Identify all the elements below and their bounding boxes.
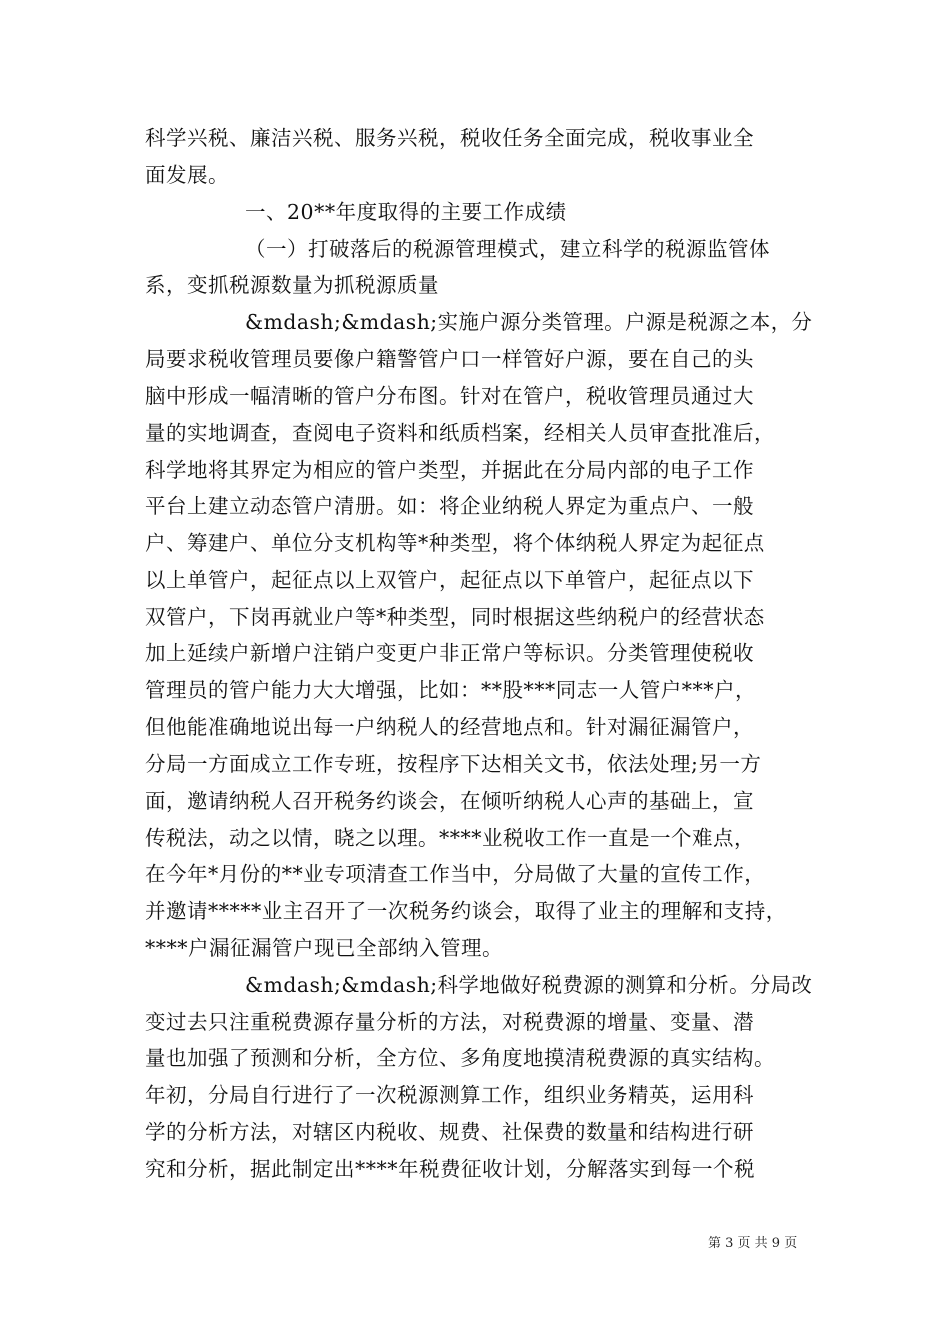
text-line: 局要求税收管理员要像户籍警管户口一样管好户源，要在自己的头 [145, 347, 754, 371]
text-line: 科学地将其界定为相应的管户类型，并据此在分局内部的电子工作 [145, 458, 754, 482]
text-line: 分局一方面成立工作专班，按程序下达相关文书，依法处理;另一方 [145, 752, 762, 776]
text-line: 年初，分局自行进行了一次税源测算工作，组织业务精英，运用科 [145, 1083, 754, 1107]
text-line: 变过去只注重税费源存量分析的方法，对税费源的增量、变量、潜 [145, 1010, 754, 1034]
text-line: 并邀请*****业主召开了一次税务约谈会，取得了业主的理解和支持， [145, 899, 787, 923]
text-line: 平台上建立动态管户清册。如：将企业纳税人界定为重点户、一般 [145, 494, 754, 518]
text-line: &mdash;&mdash;科学地做好税费源的测算和分析。分局改 [245, 973, 813, 997]
section-heading: 一、20**年度取得的主要工作成绩 [245, 200, 567, 224]
text-line: &mdash;&mdash;实施户源分类管理。户源是税源之本，分 [245, 310, 813, 334]
text-line: 加上延续户新增户注销户变更户非正常户等标识。分类管理使税收 [145, 641, 754, 665]
text-line: 面发展。 [145, 163, 229, 187]
text-line: 在今年*月份的**业专项清查工作当中，分局做了大量的宣传工作， [145, 862, 766, 886]
text-line: 传税法，动之以情，晓之以理。****业税收工作一直是一个难点， [145, 826, 755, 850]
text-line: 学的分析方法，对辖区内税收、规费、社保费的数量和结构进行研 [145, 1120, 754, 1144]
subsection-heading: 系，变抓税源数量为抓税源质量 [145, 273, 439, 297]
text-line: 量的实地调查，查阅电子资料和纸质档案，经相关人员审查批准后， [145, 421, 775, 445]
text-line: 量也加强了预测和分析，全方位、多角度地摸清税费源的真实结构。 [145, 1046, 775, 1070]
text-line: 面，邀请纳税人召开税务约谈会，在倾听纳税人心声的基础上，宣 [145, 789, 754, 813]
text-line: 户、筹建户、单位分支机构等*种类型，将个体纳税人界定为起征点 [145, 531, 765, 555]
page-number: 第 3 页 共 9 页 [708, 1236, 798, 1251]
text-line: 以上单管户，起征点以上双管户，起征点以下单管户，起征点以下 [145, 568, 754, 592]
text-line: 管理员的管户能力大大增强，比如：**股***同志一人管户***户， [145, 678, 756, 702]
text-line: 脑中形成一幅清晰的管户分布图。针对在管户，税收管理员通过大 [145, 384, 754, 408]
subsection-heading: （一）打破落后的税源管理模式，建立科学的税源监管体 [245, 237, 770, 261]
text-line: 但他能准确地说出每一户纳税人的经营地点和。针对漏征漏管户， [145, 715, 754, 739]
text-line: 究和分析，据此制定出****年税费征收计划，分解落实到每一个税 [145, 1157, 755, 1181]
text-line: 科学兴税、廉洁兴税、服务兴税，税收任务全面完成，税收事业全 [145, 126, 754, 150]
text-line: 双管户，下岗再就业户等*种类型，同时根据这些纳税户的经营状态 [145, 605, 765, 629]
text-line: ****户漏征漏管户现已全部纳入管理。 [145, 936, 503, 960]
